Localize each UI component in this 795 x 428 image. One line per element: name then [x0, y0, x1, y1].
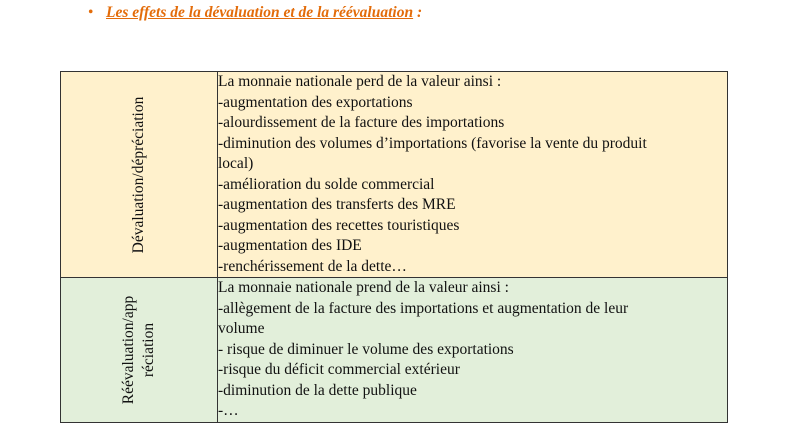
content-line: La monnaie nationale perd de la valeur ainsi : [218, 73, 502, 90]
content-line: -risque du déficit commercial extérieur [218, 361, 460, 378]
content-line: La monnaie nationale prend de la valeur ainsi : [218, 279, 509, 296]
bullet-icon: • [88, 4, 94, 21]
row-label-cell [61, 72, 218, 278]
row-label-line: Dévaluation/dépréciation [130, 96, 147, 253]
content-line: -augmentation des IDE [218, 237, 362, 254]
content-line: -diminution des volumes d’importations (favorise la vente du produit [218, 134, 647, 152]
row-label-reevaluation [119, 296, 159, 404]
row-content-reevaluation [218, 278, 728, 423]
content-line: -augmentation des transferts des MRE [218, 196, 456, 213]
row-label-line: Réévaluation/app [120, 295, 137, 404]
content-line: -renchérissement de la dette… [218, 257, 407, 275]
content-line: local) [218, 155, 254, 172]
content-line: -augmentation des recettes touristiques [218, 216, 460, 234]
heading-title: Les effets de la dévaluation et de la réévaluation [106, 4, 414, 21]
content-line: - risque de diminuer le volume des exportations [218, 340, 514, 358]
effects-table [60, 71, 728, 423]
content-line: -amélioration du solde commercial [218, 175, 435, 193]
content-line: -allègement de la facture des importations et augmentation de leur [218, 299, 629, 317]
content-line: -augmentation des exportations [218, 93, 413, 111]
heading-colon: : [413, 4, 423, 21]
row-content-devaluation [218, 72, 728, 278]
table-row-reevaluation [61, 278, 728, 423]
content-line: -alourdissement de la facture des importations [218, 114, 505, 131]
section-heading [88, 4, 422, 22]
row-label-line: réciation [140, 322, 157, 377]
table-row-devaluation [61, 72, 728, 278]
content-line: -… [218, 402, 239, 419]
content-line: volume [218, 320, 265, 337]
row-label-cell [61, 278, 218, 423]
row-label-devaluation [129, 96, 149, 253]
content-line: -diminution de la dette publique [218, 381, 417, 399]
